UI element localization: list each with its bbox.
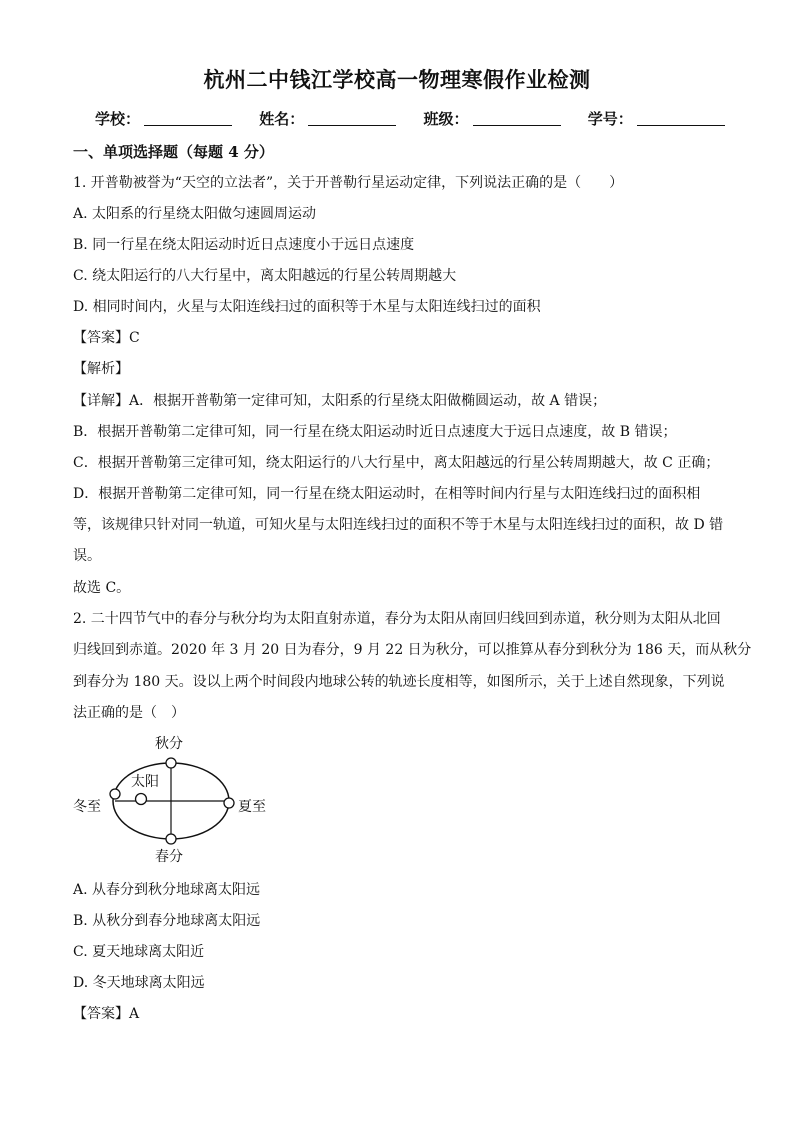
q1-option-b: B. 同一行星在绕太阳运动时近日点速度小于远日点速度	[73, 237, 415, 253]
school-blank[interactable]	[144, 111, 232, 126]
orbit-diagram	[70, 730, 290, 870]
q1-conclusion: 故选 C。	[73, 580, 131, 596]
q1-detail-line: 等，该规律只针对同一轨道，可知火星与太阳连线扫过的面积不等于木星与太阳连线扫过的面积，故 D 错	[73, 517, 724, 533]
student-number-blank[interactable]	[637, 111, 725, 126]
label-spring-equinox: 春分	[155, 849, 183, 865]
q2-answer: 【答案】A	[73, 1006, 140, 1022]
label-sun: 太阳	[131, 774, 159, 790]
student-number-field: 学号：	[588, 108, 725, 129]
q2-option-c: C. 夏天地球离太阳近	[73, 944, 205, 960]
page-title: 杭州二中钱江学校高一物理寒假作业检测	[203, 67, 591, 92]
q2-stem-line: 2. 二十四节气中的春分与秋分均为太阳直射赤道，春分为太阳从南回归线回到赤道，秋分则为太阳从北回	[73, 611, 721, 627]
q1-detail-line: C．根据开普勒第三定律可知，绕太阳运行的八大行星中，离太阳越远的行星公转周期越大，故 C 正确；	[73, 455, 720, 471]
q1-answer: 【答案】C	[73, 330, 140, 346]
q2-option-a: A. 从春分到秋分地球离太阳远	[73, 882, 261, 898]
q2-option-d: D. 冬天地球离太阳远	[73, 975, 205, 991]
q1-stem: 1. 开普勒被誉为“天空的立法者”，关于开普勒行星运动定律，下列说法正确的是（ ）	[73, 175, 624, 191]
q1-detail-line: D．根据开普勒第二定律可知，同一行星在绕太阳运动时，在相等时间内行星与太阳连线扫过的面积相	[73, 486, 701, 502]
school-field: 学校：	[95, 108, 232, 129]
spring-equinox-marker	[166, 834, 176, 844]
q2-stem-line: 法正确的是（ ）	[73, 705, 185, 721]
q2-stem-line: 到春分为 180 天。设以上两个时间段内地球公转的轨迹长度相等，如图所示，关于上述自然现象，下列说	[73, 674, 725, 690]
label-autumn-equinox: 秋分	[155, 736, 183, 752]
q2-option-b: B. 从秋分到春分地球离太阳远	[73, 913, 261, 929]
sun-marker	[136, 794, 147, 805]
label-summer-solstice: 夏至	[238, 799, 266, 815]
q1-option-d: D. 相同时间内，火星与太阳连线扫过的面积等于木星与太阳连线扫过的面积	[73, 299, 541, 315]
q2-stem-line: 归线回到赤道。2020 年 3 月 20 日为春分，9 月 22 日为秋分，可以推算从春分到秋分为 186 天，而从秋分	[73, 642, 752, 658]
label-winter-solstice: 冬至	[73, 799, 101, 815]
winter-solstice-marker	[110, 789, 120, 799]
name-blank[interactable]	[308, 111, 396, 126]
q1-detail-line: 【详解】A．根据开普勒第一定律可知，太阳系的行星绕太阳做椭圆运动，故 A 错误；	[73, 393, 607, 409]
q1-detail-line: 误。	[73, 548, 101, 564]
q1-analysis: 【解析】	[73, 361, 129, 377]
class-field: 班级：	[424, 108, 561, 129]
q1-detail-line: B．根据开普勒第二定律可知，同一行星在绕太阳运动时近日点速度大于远日点速度，故 B 错误；	[73, 424, 677, 440]
section-title: 一、单项选择题（每题 4 分）	[73, 143, 274, 161]
q1-option-a: A. 太阳系的行星绕太阳做匀速圆周运动	[73, 206, 317, 222]
autumn-equinox-marker	[166, 758, 176, 768]
name-field: 姓名：	[259, 108, 396, 129]
q1-option-c: C. 绕太阳运行的八大行星中，离太阳越远的行星公转周期越大	[73, 268, 457, 284]
student-info-row	[95, 108, 747, 129]
summer-solstice-marker	[224, 798, 234, 808]
class-blank[interactable]	[473, 111, 561, 126]
